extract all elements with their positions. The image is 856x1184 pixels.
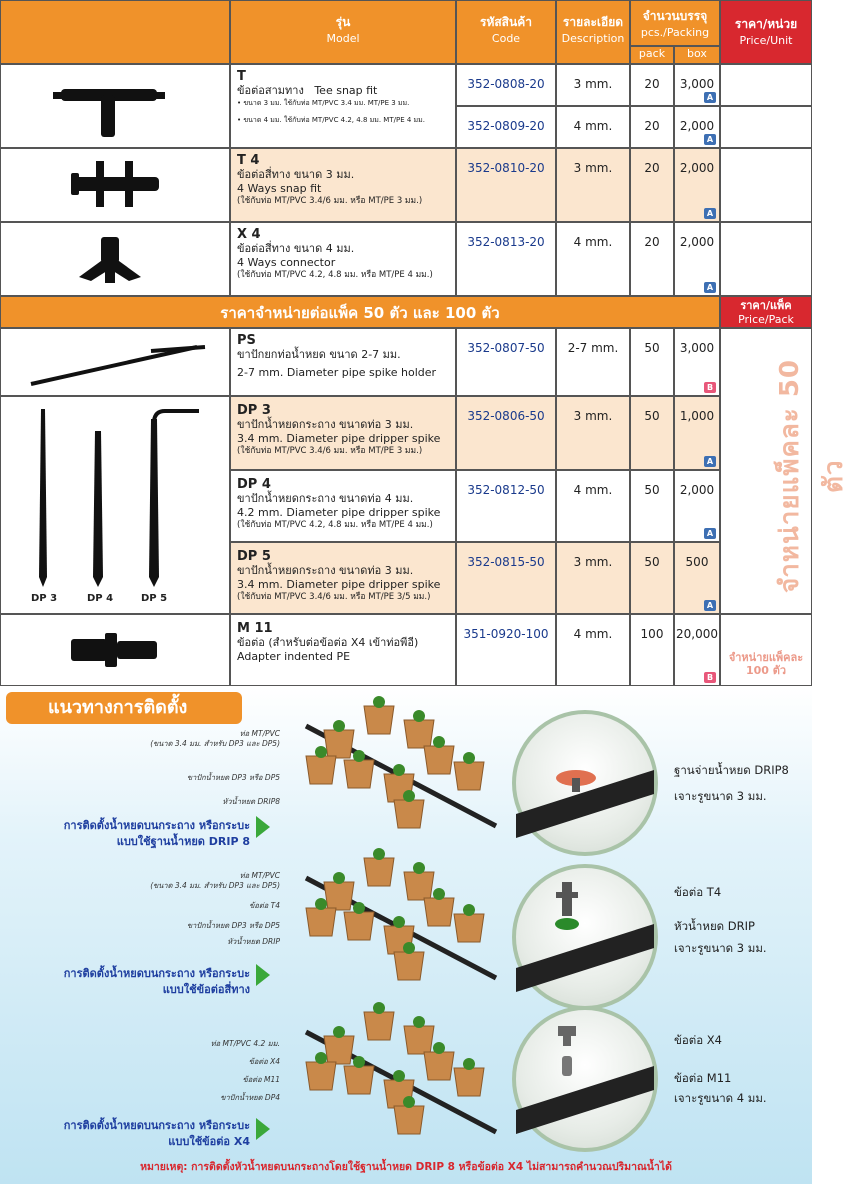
box-cell xyxy=(674,470,720,542)
price-badge: B xyxy=(704,672,716,683)
box-value: 2,000 xyxy=(679,235,715,249)
code-cell: 351-0920-100 xyxy=(456,614,556,686)
model-note: (ใช้กับท่อ MT/PVC 3.4/6 มม. หรือ MT/PE 3 มม.) xyxy=(237,446,423,456)
model-dp4 xyxy=(230,470,456,542)
g2-circle-label-2: หัวน้ำหยด DRIP xyxy=(674,919,755,933)
price-cell xyxy=(720,106,812,148)
model-en: 4 Ways snap fit xyxy=(237,182,322,195)
box-cell xyxy=(674,222,720,296)
header-price-en: Price/Unit xyxy=(739,34,793,47)
model-en: 2-7 mm. Diameter pipe spike holder xyxy=(237,366,437,379)
box-cell xyxy=(674,64,720,106)
g3-circle-label-1: ข้อต่อ X4 xyxy=(674,1033,722,1047)
price-badge: A xyxy=(704,92,716,103)
model-x4 xyxy=(230,222,456,296)
g1-label-drip: หัวน้ำหยด DRIP8 xyxy=(222,797,280,806)
image-tee xyxy=(0,64,230,148)
model-en: Tee snap fit xyxy=(314,84,378,97)
desc-cell: 2-7 mm. xyxy=(556,328,630,396)
code-cell: 352-0813-20 xyxy=(456,222,556,296)
pack-cell: 50 xyxy=(630,470,674,542)
g3-caption-2: แบบใช้ข้อต่อ X4 xyxy=(168,1135,250,1148)
model-name: X 4 xyxy=(237,227,261,242)
g2-arrow-icon xyxy=(256,964,270,986)
header-blank xyxy=(0,0,230,64)
box-cell xyxy=(674,328,720,396)
pack-cell: 20 xyxy=(630,222,674,296)
model-note: ขนาด 4 มม. ใช้กับท่อ MT/PVC 4.2, 4.8 มม. MT/PE 4 มม. xyxy=(243,116,425,124)
pack-cell: 100 xyxy=(630,614,674,686)
price-badge: A xyxy=(704,134,716,145)
g2-label-t4: ข้อต่อ T4 xyxy=(249,901,280,910)
box-cell xyxy=(674,614,720,686)
header-qty xyxy=(630,0,720,46)
model-name: T xyxy=(237,69,246,84)
model-th: ขาปักน้ำหยดกระถาง ขนาดท่อ 3 มม. xyxy=(237,564,414,577)
header-price-th: ราคา/หน่วย xyxy=(734,17,798,31)
sell-per-pack-vertical: จำหน่ายแพ็คละ 50 ตัว xyxy=(775,359,849,593)
image-ps xyxy=(0,328,230,396)
g2-detail-circle xyxy=(512,864,658,1010)
model-tee: T ข้อต่อสามทาง Tee snap fit • ขนาด 3 มม. ใช้กับท่อ MT/PVC 3.4 มม. MT/PE 3 มม. • ขนาด 4 มม. ใช้กับท่อ MT/PVC 4.2, 4.8 มม. MT/PE 4 มม. xyxy=(230,64,456,148)
desc-cell: 3 mm. xyxy=(556,542,630,614)
box-value: 2,000 xyxy=(679,483,715,497)
tee-connector-image xyxy=(1,65,229,147)
desc-cell: 4 mm. xyxy=(556,614,630,686)
model-note: (ใช้กับท่อ MT/PVC 3.4/6 มม. หรือ MT/PE 3/5 มม.) xyxy=(237,592,431,602)
price-badge: A xyxy=(704,600,716,611)
pots-illustration-1 xyxy=(286,696,516,846)
header-code-th: รหัสสินค้า xyxy=(480,15,532,29)
box-value: 3,000 xyxy=(679,77,715,91)
model-th: ข้อต่อ (สำหรับต่อข้อต่อ X4 เข้าท่อพีอี) xyxy=(237,636,419,649)
installation-title: แนวทางการติดตั้ง xyxy=(6,692,242,724)
g3-label-x4: ข้อต่อ X4 xyxy=(248,1057,280,1066)
code-cell: 352-0806-50 xyxy=(456,396,556,470)
g3-arrow-icon xyxy=(256,1118,270,1140)
g3-circle-label-3: เจาะรูขนาด 4 มม. xyxy=(674,1091,767,1105)
model-t4 xyxy=(230,148,456,222)
x4-connector-image xyxy=(1,223,229,295)
pack-cell: 20 xyxy=(630,64,674,106)
price-badge: A xyxy=(704,282,716,293)
header-desc-th: รายละเอียด xyxy=(562,15,624,29)
g1-detail-circle xyxy=(512,710,658,856)
ps-spike-image xyxy=(1,329,229,395)
pack-cell: 50 xyxy=(630,328,674,396)
model-en: 3.4 mm. Diameter pipe dripper spike xyxy=(237,578,441,591)
box-value: 500 xyxy=(685,555,709,569)
g3-label-m11: ข้อต่อ M11 xyxy=(242,1075,280,1084)
model-name: PS xyxy=(237,333,256,348)
desc-cell: 3 mm. xyxy=(556,64,630,106)
band-price-en: Price/Pack xyxy=(738,313,794,326)
pack-cell: 50 xyxy=(630,542,674,614)
dp5-label: DP 5 xyxy=(141,593,168,604)
pack-price-header xyxy=(720,296,812,328)
model-dp5 xyxy=(230,542,456,614)
pots-illustration-3 xyxy=(286,1002,516,1152)
header-qty-en: pcs./Packing xyxy=(640,26,710,39)
model-name: M 11 xyxy=(237,621,273,636)
box-value: 1,000 xyxy=(679,409,715,423)
g2-circle-label-3: เจาะรูขนาด 3 มม. xyxy=(674,941,767,955)
header-model-th: รุ่น xyxy=(335,15,351,29)
box-value: 3,000 xyxy=(679,341,715,355)
pack-cell: 20 xyxy=(630,106,674,148)
price-cell xyxy=(720,222,812,296)
installation-section xyxy=(0,686,812,1184)
g1-caption-1: การติดตั้งน้ำหยดบนกระถาง หรือกระบะ xyxy=(63,819,250,832)
price-cell xyxy=(720,64,812,106)
drip8-detail xyxy=(516,714,654,852)
desc-cell: 4 mm. xyxy=(556,222,630,296)
price-badge: A xyxy=(704,208,716,219)
g2-label-pipe: ท่อ MT/PVC xyxy=(239,871,280,880)
g2-label-pipe-size: (ขนาด 3.4 มม. สำหรับ DP3 และ DP5) xyxy=(150,881,280,890)
header-box: box xyxy=(674,46,720,64)
desc-cell: 4 mm. xyxy=(556,106,630,148)
desc-cell: 3 mm. xyxy=(556,396,630,470)
t4-connector-image xyxy=(1,149,229,221)
price-cell xyxy=(720,148,812,222)
t4-detail xyxy=(516,868,654,1006)
pack-cell: 20 xyxy=(630,148,674,222)
model-note: ขนาด 3 มม. ใช้กับท่อ MT/PVC 3.4 มม. MT/PE 3 มม. xyxy=(243,99,410,107)
pots-illustration-2 xyxy=(286,848,516,998)
header-desc-en: Description xyxy=(561,32,625,45)
model-th: ข้อต่อสี่ทาง ขนาด 3 มม. xyxy=(237,168,355,181)
model-ps xyxy=(230,328,456,396)
pack-cell: 50 xyxy=(630,396,674,470)
box-cell xyxy=(674,542,720,614)
model-th: ขาปักยกท่อน้ำหยด ขนาด 2-7 มม. xyxy=(237,348,401,361)
model-note: (ใช้กับท่อ MT/PVC 3.4/6 มม. หรือ MT/PE 3 มม.) xyxy=(237,196,423,206)
header-qty-th: จำนวนบรรจุ xyxy=(642,9,708,23)
g1-arrow-icon xyxy=(256,816,270,838)
desc-cell: 3 mm. xyxy=(556,148,630,222)
g1-circle-label-2: เจาะรูขนาด 3 มม. xyxy=(674,789,767,803)
image-t4 xyxy=(0,148,230,222)
box-cell xyxy=(674,396,720,470)
header-model xyxy=(230,0,456,64)
g3-detail-circle xyxy=(512,1006,658,1152)
code-cell: 352-0810-20 xyxy=(456,148,556,222)
box-value: 2,000 xyxy=(679,119,715,133)
box-value: 20,000 xyxy=(676,627,718,641)
model-en: 3.4 mm. Diameter pipe dripper spike xyxy=(237,432,441,445)
pack-price-band: ราคาจำหน่ายต่อแพ็ค 50 ตัว และ 100 ตัว xyxy=(0,296,720,328)
g2-circle-label-1: ข้อต่อ T4 xyxy=(674,885,722,899)
g1-caption-2: แบบใช้ฐานน้ำหยด DRIP 8 xyxy=(116,835,250,848)
code-cell: 352-0807-50 xyxy=(456,328,556,396)
model-th: ข้อต่อสามทาง xyxy=(237,84,304,97)
model-note: (ใช้กับท่อ MT/PVC 4.2, 4.8 มม. หรือ MT/PE 4 มม.) xyxy=(237,520,433,530)
g3-label-pipe: ท่อ MT/PVC 4.2 มม. xyxy=(210,1039,280,1048)
header-pack: pack xyxy=(630,46,674,64)
model-name: T 4 xyxy=(237,153,260,168)
model-name: DP 4 xyxy=(237,477,271,492)
g3-circle-label-2: ข้อต่อ M11 xyxy=(674,1071,732,1085)
g2-label-spike: ขาปักน้ำหยด DP3 หรือ DP5 xyxy=(187,921,280,930)
model-note: (ใช้กับท่อ MT/PVC 4.2, 4.8 มม. หรือ MT/PE 4 มม.) xyxy=(237,270,433,280)
image-dp xyxy=(0,396,230,614)
price-badge: A xyxy=(704,456,716,467)
box-cell xyxy=(674,106,720,148)
header-price xyxy=(720,0,812,64)
price-badge: B xyxy=(704,382,716,393)
g1-label-spike: ขาปักน้ำหยด DP3 หรือ DP5 xyxy=(187,773,280,782)
image-m11 xyxy=(0,614,230,686)
price-badge: A xyxy=(704,528,716,539)
header-code-en: Code xyxy=(491,32,521,45)
g3-caption-1: การติดตั้งน้ำหยดบนกระถาง หรือกระบะ xyxy=(63,1119,250,1132)
installation-note: หมายเหตุ: การติดตั้งหัวน้ำหยดบนกระถางโดยใช้ฐานน้ำหยด DRIP 8 หรือข้อต่อ X4 ไม่สามารถคำนวณปริมาณน้ำได้ xyxy=(140,1161,672,1173)
model-dp3 xyxy=(230,396,456,470)
g2-caption-2: แบบใช้ข้อต่อสี่ทาง xyxy=(162,983,250,996)
code-cell: 352-0808-20 xyxy=(456,64,556,106)
code-cell: 352-0809-20 xyxy=(456,106,556,148)
model-en: Adapter indented PE xyxy=(237,650,351,663)
g1-label-pipe: ท่อ MT/PVC xyxy=(239,729,280,738)
band-price-th: ราคา/แพ็ค xyxy=(740,299,792,312)
box-value: 2,000 xyxy=(679,161,715,175)
model-th: ข้อต่อสี่ทาง ขนาด 4 มม. xyxy=(237,242,355,255)
box-cell xyxy=(674,148,720,222)
dp4-label: DP 4 xyxy=(87,593,114,604)
model-name: DP 3 xyxy=(237,403,271,418)
model-th: ขาปักน้ำหยดกระถาง ขนาดท่อ 4 มม. xyxy=(237,492,414,505)
model-m11 xyxy=(230,614,456,686)
image-x4 xyxy=(0,222,230,296)
code-cell: 352-0815-50 xyxy=(456,542,556,614)
m11-adapter-image xyxy=(1,615,229,685)
model-th: ขาปักน้ำหยดกระถาง ขนาดท่อ 3 มม. xyxy=(237,418,414,431)
header-desc xyxy=(556,0,630,64)
x4-detail xyxy=(516,1010,654,1148)
g1-label-pipe-size: (ขนาด 3.4 มม. สำหรับ DP3 และ DP5) xyxy=(150,739,280,748)
code-cell: 352-0812-50 xyxy=(456,470,556,542)
model-en: 4 Ways connector xyxy=(237,256,336,269)
header-model-en: Model xyxy=(326,32,360,45)
price-cell-100: จำหน่ายแพ็คละ 100 ตัว xyxy=(720,614,812,686)
g3-label-dp4: ขาปักน้ำหยด DP4 xyxy=(220,1093,280,1102)
g2-label-drip: หัวน้ำหยด DRIP xyxy=(227,937,280,946)
dp-spikes-image xyxy=(1,397,229,587)
g1-circle-label-1: ฐานจ่ายน้ำหยด DRIP8 xyxy=(674,763,789,777)
g2-caption-1: การติดตั้งน้ำหยดบนกระถาง หรือกระบะ xyxy=(63,967,250,980)
header-code xyxy=(456,0,556,64)
dp3-label: DP 3 xyxy=(31,593,58,604)
desc-cell: 4 mm. xyxy=(556,470,630,542)
model-en: 4.2 mm. Diameter pipe dripper spike xyxy=(237,506,441,519)
model-name: DP 5 xyxy=(237,549,271,564)
